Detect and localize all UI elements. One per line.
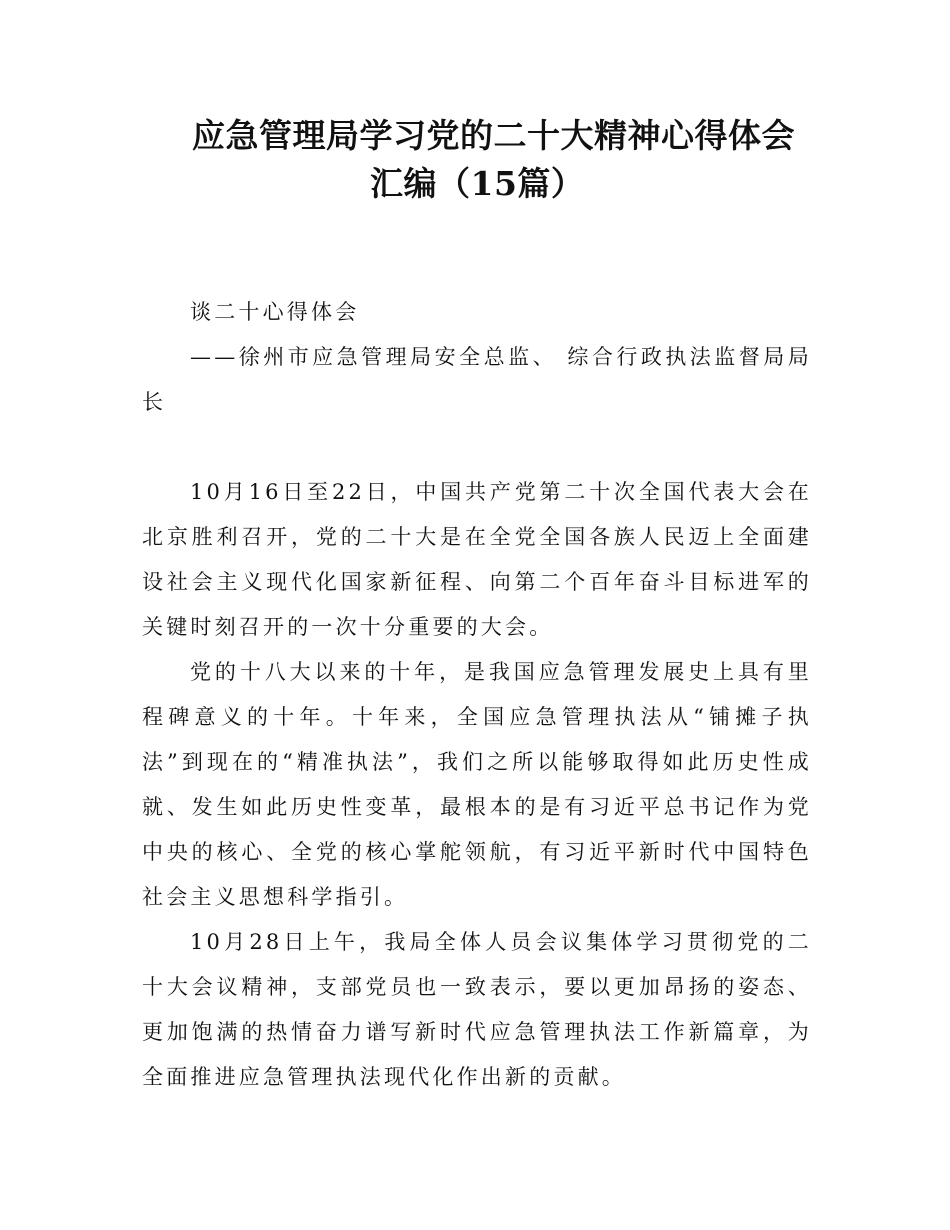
document-body — [142, 290, 812, 1100]
title-line-2: 汇编（15篇） — [370, 164, 585, 203]
document-title — [140, 112, 860, 208]
blank-line — [142, 425, 812, 470]
paragraph: 10月16日至22日，中国共产党第二十次全国代表大会在北京胜利召开，党的二十大是在全党全国各族人民迈上全面建设社会主义现代化国家新征程、向第二个百年奋斗目标进军的关键时刻召开的一次十分重要的大会。 — [142, 480, 812, 639]
article-title: 谈二十心得体会 — [190, 300, 360, 324]
title-line-1: 应急管理局学习党的二十大精神心得体会 — [192, 116, 795, 155]
paragraph: 10月28日上午，我局全体人员会议集体学习贯彻党的二十大会议精神，支部党员也一致表示，要以更加昂扬的姿态、更加饱满的热情奋力谱写新时代应急管理执法工作新篇章，为全面推进应急管理执法现代化作出新的贡献。 — [142, 930, 812, 1089]
paragraph: 党的十八大以来的十年，是我国应急管理发展史上具有里程碑意义的十年。十年来，全国应急管理执法从“铺摊子执法”到现在的“精准执法”，我们之所以能够取得如此历史性成就、发生如此历史性变革，最根本的是有习近平总书记作为党中央的核心、全党的核心掌舵领航，有习近平新时代中国特色社会主义思想科学指引。 — [142, 660, 812, 909]
author-line: ——徐州市应急管理局安全总监、 综合行政执法监督局局长 — [142, 345, 812, 414]
